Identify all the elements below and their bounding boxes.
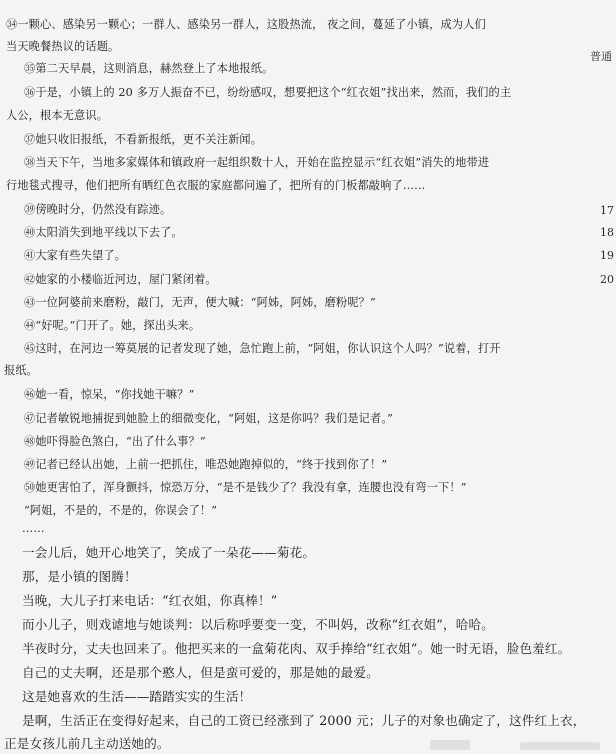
scan-smudge bbox=[430, 740, 470, 750]
paragraph-line: ㊳当天下午，当地多家媒体和镇政府一起组织数十人，开始在监控显示“红衣姐”消失的地带进 bbox=[24, 156, 490, 169]
paragraph-line: 正是女孩儿前几主动送她的。 bbox=[4, 737, 170, 751]
paragraph-line: ㉟第二天早晨，这则消息，赫然登上了本地报纸。 bbox=[24, 62, 274, 75]
paragraph-line: ㊲她只收旧报纸，不看新报纸，更不关注新闻。 bbox=[24, 133, 263, 146]
paragraph-line: 半夜时分，丈夫也回来了。他把买来的一盒菊花肉、双手捧给“红衣姐”。她一时无语，脸色羞红。 bbox=[22, 642, 571, 656]
paragraph-line: ㊷她家的小楼临近河边，屋门紧闭着。 bbox=[24, 273, 217, 286]
paragraph-line: 当晚，大儿子打来电话：“红衣姐，你真棒！” bbox=[22, 594, 278, 608]
paragraph-line: ㊺这时，在河边一筹莫展的记者发现了她，急忙跑上前，“阿姐，你认识这个人吗？”说着，打开 bbox=[24, 342, 501, 355]
margin-number: 20 bbox=[600, 273, 614, 286]
paragraph-line: 报纸。 bbox=[4, 364, 39, 377]
paragraph-line: …… bbox=[22, 522, 45, 535]
paragraph-line: 自己的丈夫啊，还是那个憨人，但是蛮可爱的，那是她的最爱。 bbox=[22, 666, 379, 680]
paragraph-line: 人公，根本无意识。 bbox=[6, 109, 109, 122]
paragraph-line: ㊴傍晚时分，仍然没有踪迹。 bbox=[24, 203, 172, 216]
paragraph-line: ㊻她一看，惊呆，“你找她干嘛？” bbox=[24, 388, 195, 401]
paragraph-line: 这是她喜欢的生活——踏踏实实的生活！ bbox=[22, 690, 252, 704]
paragraph-line: ㉞一颗心、感染另一颗心；一群人、感染另一群人，这股热流， 夜之间，蔓延了小镇，成为人们 bbox=[6, 18, 486, 31]
margin-number: 17 bbox=[600, 204, 614, 217]
paragraph-line: 当天晚餐热议的话题。 bbox=[6, 40, 120, 53]
paragraph-line: ㊱于是，小镇上的 20 多万人振奋不已，纷纷感叹，想要把这个“红衣姐”找出来，然而，我们的主 bbox=[24, 86, 512, 99]
paragraph-line: 一会儿后，她开心地笑了，笑成了一朵花——菊花。 bbox=[22, 546, 316, 560]
paragraph-line: ㊽她吓得脸色煞白，“出了什么事？” bbox=[24, 435, 206, 448]
paragraph-line: ㊿她更害怕了，浑身颤抖，惊恐万分，“是不是钱少了？我没有拿，连腰也没有弯一下！” bbox=[24, 481, 467, 494]
margin-number: 19 bbox=[600, 249, 614, 262]
paragraph-line: ㊶大家有些失望了。 bbox=[24, 249, 127, 262]
paragraph-line: “阿姐，不是的，不是的，你误会了！” bbox=[24, 504, 218, 517]
paragraph-line: ㊾记者已经认出她，上前一把抓住，唯恐她跑掉似的，“终于找到你了！” bbox=[24, 458, 388, 471]
margin-number: 18 bbox=[600, 226, 614, 239]
paragraph-line: 行地毯式搜寻，他们把所有晒红色衣服的家庭都问遍了，把所有的门板都敲响了…… bbox=[6, 179, 426, 192]
paragraph-line: ㊹“好呢。”门开了。她，探出头来。 bbox=[24, 319, 201, 332]
paragraph-line: 是啊，生活正在变得好起来，自己的工资已经涨到了 2000 元；儿子的对象也确定了，这件红上衣， bbox=[22, 714, 586, 728]
scan-smudge bbox=[520, 742, 600, 750]
paragraph-line: 那，是小镇的图腾！ bbox=[22, 570, 137, 584]
paragraph-line: ㊵太阳消失到地平线以下去了。 bbox=[24, 226, 183, 239]
paragraph-line: ㊸一位阿婆前来磨粉，敲门，无声，便大喊：“阿姊，阿姊，磨粉呢？” bbox=[24, 296, 376, 309]
margin-label: 普通 bbox=[590, 50, 612, 63]
paragraph-line: ㊼记者敏锐地捕捉到她脸上的细微变化，“阿姐，这是你吗？我们是记者。” bbox=[24, 412, 393, 425]
paragraph-line: 而小儿子，则戏谑地与她谈判：以后称呼要变一变，不叫妈，改称“红衣姐”，哈哈。 bbox=[22, 618, 494, 632]
